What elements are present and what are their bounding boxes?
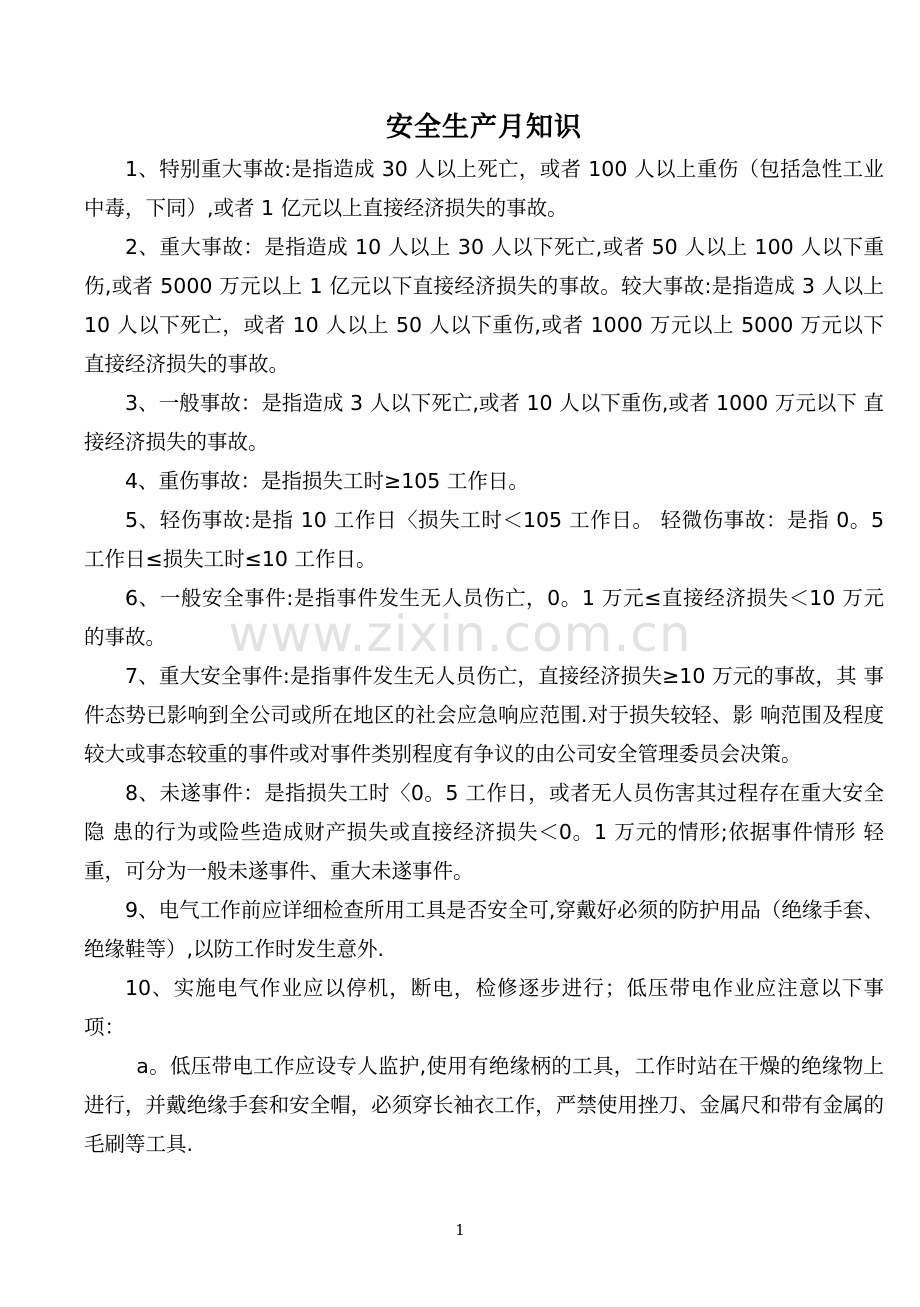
paragraph-8: 8、未遂事件：是指损失工时〈0。5 工作日，或者无人员伤害其过程存在重大安全隐 患的行为或险些造成财产损失或直接经济损失＜0。1 万元的情形;依据事件情形 轻重，可分为一般未遂事件、重大未遂事件。 <box>84 781 884 883</box>
paragraph-5: 5、轻伤事故:是指 10 工作日〈损失工时＜105 工作日。 轻微伤事故：是指 0。5 工作日≤损失工时≤10 工作日。 <box>84 508 884 571</box>
paragraph-9: 9、电气工作前应详细检查所用工具是否安全可,穿戴好必须的防护用品（绝缘手套、绝缘鞋等）,以防工作时发生意外. <box>84 898 884 961</box>
page-number: 1 <box>455 1221 465 1239</box>
paragraph-2: 2、重大事故：是指造成 10 人以上 30 人以下死亡,或者 50 人以上 100 人以下重伤,或者 5000 万元以上 1 亿元以下直接经济损失的事故。较大事故:是指造成 3 人以上 10 人以下死亡，或者 10 人以上 50 人以下重伤,或者 1000 万元以上 5000 万元以下直接经济损失的事故。 <box>84 235 884 376</box>
paragraph-10: 10、实施电气作业应以停机，断电，检修逐步进行；低压带电作业应注意以下事项： <box>84 976 884 1039</box>
document-title: 安全生产月知识 <box>386 112 582 143</box>
paragraph-6: 6、一般安全事件:是指事件发生无人员伤亡，0。1 万元≤直接经济损失＜10 万元 的事故。 <box>84 586 884 649</box>
paragraph-1: 1、特别重大事故:是指造成 30 人以上死亡，或者 100 人以上重伤（包括急性工业中毒，下同）,或者 1 亿元以上直接经济损失的事故。 <box>84 157 884 220</box>
paragraph-4: 4、重伤事故：是指损失工时≥105 工作日。 <box>125 469 529 493</box>
watermark-text: www.zixin.com.cn <box>228 605 692 663</box>
paragraph-10a: a。低压带电工作应设专人监护,使用有绝缘柄的工具，工作时站在干燥的绝缘物上进行，并戴绝缘手套和安全帽，必须穿长袖衣工作，严禁使用挫刀、金属尺和带有金属的毛刷等工具. <box>84 1054 884 1156</box>
paragraph-3: 3、一般事故：是指造成 3 人以下死亡,或者 10 人以下重伤,或者 1000 万元以下 直接经济损失的事故。 <box>84 391 884 454</box>
paragraph-7: 7、重大安全事件:是指事件发生无人员伤亡，直接经济损失≥10 万元的事故，其 事件态势已影响到全公司或所在地区的社会应急响应范围.对于损失较轻、影 响范围及程度较大或事态较重的事件或对事件类别程度有争议的由公司安全管理委员会决策。 <box>84 664 884 766</box>
